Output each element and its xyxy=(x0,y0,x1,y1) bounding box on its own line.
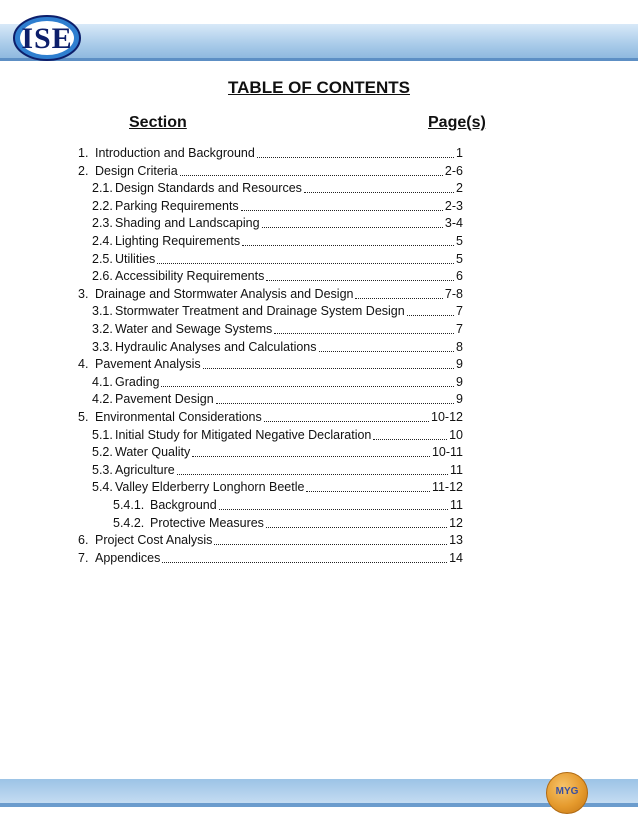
toc-dot-leader xyxy=(306,491,429,492)
toc-entry-page: 2-6 xyxy=(444,163,463,178)
toc-entry-label: Shading and Landscaping xyxy=(115,216,260,231)
header-band xyxy=(0,24,638,58)
toc-entry-label: Project Cost Analysis xyxy=(95,533,213,548)
toc-dot-leader xyxy=(157,263,454,264)
toc-entry-number: 3. xyxy=(78,286,89,301)
toc-entry-number: 3.3. xyxy=(92,339,113,354)
toc-entry-number: 5.1. xyxy=(92,427,113,442)
toc-entry-page: 7 xyxy=(456,322,463,336)
toc-dot-leader xyxy=(319,351,455,352)
toc-entry xyxy=(78,532,463,549)
header-band-line xyxy=(0,58,638,61)
toc-entry xyxy=(92,321,463,338)
toc-entry xyxy=(78,145,463,162)
toc-entry-label: Design Standards and Resources xyxy=(115,181,302,196)
toc-dot-leader xyxy=(177,474,448,475)
toc-dot-leader xyxy=(162,562,447,563)
toc-entry-label: Lighting Requirements xyxy=(115,234,241,248)
toc-dot-leader xyxy=(161,386,454,387)
toc-entry xyxy=(92,251,463,268)
toc-entry-page: 11-12 xyxy=(431,480,463,495)
footer-band xyxy=(0,779,638,803)
toc-dot-leader xyxy=(257,157,454,158)
toc-entry xyxy=(92,374,463,391)
toc-entry-page: 13 xyxy=(449,533,463,548)
toc-entry-label: Environmental Considerations xyxy=(95,410,262,424)
toc-entry-page: 7 xyxy=(456,304,463,319)
toc-entry xyxy=(92,427,463,444)
toc-entry-label: Agriculture xyxy=(115,462,175,477)
toc-dot-leader xyxy=(264,421,429,422)
toc-entry xyxy=(92,180,463,197)
toc-entry-page: 2-3 xyxy=(444,198,463,213)
toc-entry-label: Accessibility Requirements xyxy=(115,269,265,284)
toc-dot-leader xyxy=(219,509,448,510)
toc-entry-number: 6. xyxy=(78,533,89,548)
logo-text: ISE xyxy=(21,22,73,55)
section-column-header: Section xyxy=(129,114,187,131)
toc-entry xyxy=(92,215,463,232)
toc-entry-page: 11 xyxy=(450,462,463,477)
toc-entry-number: 3.1. xyxy=(92,304,113,319)
toc-entry-label: Pavement Analysis xyxy=(95,357,201,372)
toc-dot-leader xyxy=(355,298,442,299)
toc-entry-page: 6 xyxy=(456,269,463,284)
toc-entry-number: 4. xyxy=(78,357,89,372)
toc-entry-number: 5.4.1. xyxy=(113,498,145,512)
toc-entry-number: 1. xyxy=(78,146,89,160)
toc-entry-page: 10-11 xyxy=(431,445,463,460)
toc-entry-label: Water and Sewage Systems xyxy=(115,322,273,336)
toc-entry xyxy=(92,479,463,496)
toc-entry-label: Design Criteria xyxy=(95,163,178,178)
toc-entry-number: 3.2. xyxy=(92,322,113,336)
toc-entry-number: 2.5. xyxy=(92,251,113,266)
toc-entry-label: Valley Elderberry Longhorn Beetle xyxy=(115,480,305,495)
toc-entry-number: 5.2. xyxy=(92,445,113,460)
toc-entry-number: 5.4.2. xyxy=(113,515,145,530)
toc-dot-leader xyxy=(241,210,443,211)
toc-entry-label: Appendices xyxy=(95,550,161,565)
footer-badge-logo xyxy=(546,772,588,814)
toc-entry-label: Background xyxy=(150,498,217,512)
toc-entry-label: Protective Measures xyxy=(150,515,264,530)
toc-entry-number: 2. xyxy=(78,163,89,178)
toc-entry-label: Pavement Design xyxy=(115,392,214,407)
toc-entry-number: 5.3. xyxy=(92,462,113,477)
toc-dot-leader xyxy=(203,368,454,369)
toc-entry-page: 8 xyxy=(456,339,463,354)
toc-entry xyxy=(92,198,463,215)
toc-dot-leader xyxy=(373,439,447,440)
toc-entry xyxy=(113,515,463,532)
toc-entry-label: Stormwater Treatment and Drainage System Design xyxy=(115,304,405,319)
page-title: TABLE OF CONTENTS xyxy=(228,78,410,97)
ise-logo xyxy=(12,14,82,62)
toc-dot-leader xyxy=(214,544,447,545)
toc-entry xyxy=(92,303,463,320)
toc-entry-page: 9 xyxy=(456,392,463,407)
toc-entry-page: 5 xyxy=(456,251,463,266)
toc-dot-leader xyxy=(274,333,454,334)
pages-column-header: Page(s) xyxy=(428,114,486,131)
toc-entry-page: 14 xyxy=(449,550,463,565)
toc-entry-number: 4.2. xyxy=(92,392,113,407)
toc-entry xyxy=(78,550,463,567)
toc-entry-number: 2.6. xyxy=(92,269,113,284)
footer-band-line xyxy=(0,803,638,807)
toc-entry xyxy=(78,286,463,303)
toc-entry xyxy=(78,356,463,373)
toc-entry-page: 5 xyxy=(456,234,463,248)
toc-entry-number: 4.1. xyxy=(92,374,113,389)
toc-entry-number: 2.1. xyxy=(92,181,113,196)
toc-entry-label: Grading xyxy=(115,374,160,389)
toc-dot-leader xyxy=(266,280,454,281)
toc-dot-leader xyxy=(216,403,454,404)
toc-dot-leader xyxy=(266,527,447,528)
toc-entry-label: Drainage and Stormwater Analysis and Design xyxy=(95,286,354,301)
toc-entry xyxy=(92,391,463,408)
toc-entry-number: 2.3. xyxy=(92,216,113,231)
toc-entry-number: 5.4. xyxy=(92,480,113,495)
toc-dot-leader xyxy=(192,456,430,457)
toc-entry-label: Initial Study for Mitigated Negative Declaration xyxy=(115,427,372,442)
toc-entry-page: 11 xyxy=(450,498,463,512)
toc-entry-label: Parking Requirements xyxy=(115,198,239,213)
toc-entry xyxy=(92,233,463,250)
toc-entry-page: 9 xyxy=(456,374,463,389)
toc-entry-page: 10-12 xyxy=(431,410,463,424)
toc-dot-leader xyxy=(407,315,454,316)
toc-entry-label: Water Quality xyxy=(115,445,191,460)
badge-text: MYG xyxy=(555,786,579,797)
toc-entry xyxy=(92,268,463,285)
toc-dot-leader xyxy=(242,245,454,246)
toc-entry-number: 7. xyxy=(78,550,89,565)
toc-entry-page: 9 xyxy=(456,357,463,372)
toc-entry xyxy=(113,497,463,514)
toc-entry-number: 2.2. xyxy=(92,198,113,213)
toc-entry-number: 5. xyxy=(78,410,89,424)
toc-entry-page: 3-4 xyxy=(444,216,463,231)
toc-entry-number: 2.4. xyxy=(92,234,113,248)
toc-entry xyxy=(78,409,463,426)
toc-entry xyxy=(92,462,463,479)
toc-entry-label: Utilities xyxy=(115,251,156,266)
toc-dot-leader xyxy=(180,175,443,176)
toc-entry-page: 2 xyxy=(456,181,463,196)
toc-entry-page: 1 xyxy=(456,146,463,160)
toc-entry-page: 7-8 xyxy=(444,286,463,301)
toc-entry xyxy=(78,163,463,180)
toc-entry-page: 12 xyxy=(449,515,463,530)
toc-entry-page: 10 xyxy=(449,427,463,442)
toc-entry xyxy=(92,444,463,461)
toc-dot-leader xyxy=(262,227,443,228)
toc-dot-leader xyxy=(304,192,454,193)
toc-entry-label: Hydraulic Analyses and Calculations xyxy=(115,339,317,354)
toc-entry xyxy=(92,339,463,356)
toc-entry-label: Introduction and Background xyxy=(95,146,255,160)
